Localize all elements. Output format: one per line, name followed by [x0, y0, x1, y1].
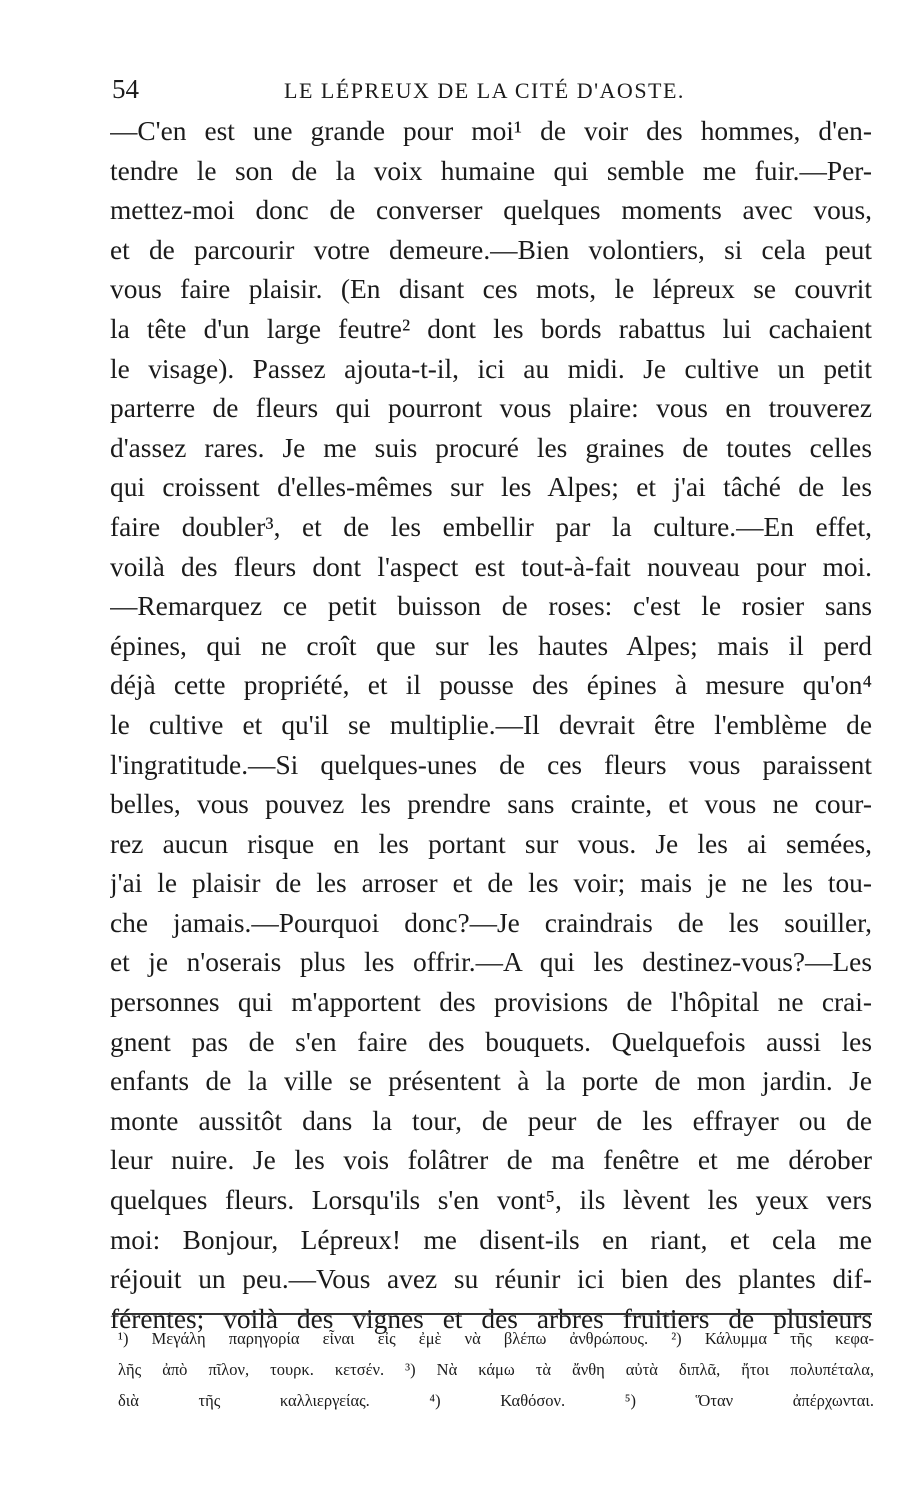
text-line: enfants de la ville se présentent à la porte de mon jardin. Je	[110, 1066, 872, 1097]
main-text	[110, 112, 872, 1339]
page-number: 54	[112, 74, 139, 104]
text-line: d'assez rares. Je me suis procuré les graines de toutes celles	[110, 432, 872, 463]
text-line: che jamais.—Pourquoi donc?—Je craindrais de les souiller,	[110, 907, 872, 938]
text-line: faire doubler³, et de les embellir par la culture.—En effet,	[110, 511, 872, 542]
footnote-divider	[112, 1313, 872, 1315]
text-line: et je n'oserais plus les offrir.—A qui les destinez-vous?—Les	[110, 947, 872, 978]
text-line: réjouit un peu.—Vous avez su réunir ici bien des plantes dif-	[110, 1264, 872, 1295]
text-line: rez aucun risque en les portant sur vous. Je les ai semées,	[110, 828, 872, 859]
text-line: épines, qui ne croît que sur les hautes Alpes; mais il perd	[110, 630, 872, 661]
footnote-line: ¹) Μεγάλη παρηγορία εἶναι εἰς ἐμὲ νὰ βλέπω ἀνθρώπους. ²) Κάλυμμα τῆς κεφα-	[118, 1329, 874, 1348]
text-line: voilà des fleurs dont l'aspect est tout-à-fait nouveau pour moi.	[110, 551, 872, 582]
text-line: férentes; voilà des vignes et des arbres fruitiers de plusieurs	[110, 1303, 872, 1334]
text-line: —Remarquez ce petit buisson de roses: c'est le rosier sans	[110, 591, 872, 622]
text-line: belles, vous pouvez les prendre sans crainte, et vous ne cour-	[110, 789, 872, 820]
text-line: leur nuire. Je les vois folâtrer de ma fenêtre et me dérober	[110, 1145, 872, 1176]
text-line: et de parcourir votre demeure.—Bien volontiers, si cela peut	[110, 234, 872, 265]
text-line: qui croissent d'elles-mêmes sur les Alpes; et j'ai tâché de les	[110, 472, 872, 503]
text-line: moi: Bonjour, Lépreux! me disent-ils en riant, et cela me	[110, 1224, 872, 1255]
text-line: mettez-moi donc de converser quelques moments avec vous,	[110, 195, 872, 226]
text-line: l'ingratitude.—Si quelques-unes de ces fleurs vous paraissent	[110, 749, 872, 780]
footnotes	[118, 1323, 874, 1416]
text-line: le visage). Passez ajouta-t-il, ici au midi. Je cultive un petit	[110, 353, 872, 384]
page-header	[112, 74, 872, 114]
text-line: monte aussitôt dans la tour, de peur de les effrayer ou de	[110, 1105, 872, 1136]
text-line: tendre le son de la voix humaine qui semble me fuir.—Per-	[110, 155, 872, 186]
text-line: gnent pas de s'en faire des bouquets. Quelquefois aussi les	[110, 1026, 872, 1057]
text-line: j'ai le plaisir de les arroser et de les voir; mais je ne les tou-	[110, 868, 872, 899]
text-line: quelques fleurs. Lorsqu'ils s'en vont⁵, ils lèvent les yeux vers	[110, 1185, 872, 1216]
text-line: déjà cette propriété, et il pousse des épines à mesure qu'on⁴	[110, 670, 872, 701]
text-line: vous faire plaisir. (En disant ces mots, le lépreux se couvrit	[110, 274, 872, 305]
text-line: parterre de fleurs qui pourront vous plaire: vous en trouverez	[110, 393, 872, 424]
text-line: le cultive et qu'il se multiplie.—Il devrait être l'emblème de	[110, 709, 872, 740]
footnote-line: διὰ τῆς καλλιεργείας. ⁴) Καθόσον. ⁵) Ὅταν ἀπέρχωνται.	[118, 1391, 874, 1410]
text-line: la tête d'un large feutre² dont les bords rabattus lui cachaient	[110, 313, 872, 344]
text-line: personnes qui m'apportent des provisions de l'hôpital ne crai-	[110, 987, 872, 1018]
text-line: —C'en est une grande pour moi¹ de voir des hommes, d'en-	[110, 116, 872, 146]
footnote-line: λῆς ἀπὸ πῖλον, τουρκ. κετσέν. ³) Νὰ κάμω τὰ ἄνθη αὐτὰ διπλᾶ, ἤτοι πολυπέταλα,	[118, 1360, 874, 1379]
running-title: LE LÉPREUX DE LA CITÉ D'AOSTE.	[284, 78, 685, 103]
